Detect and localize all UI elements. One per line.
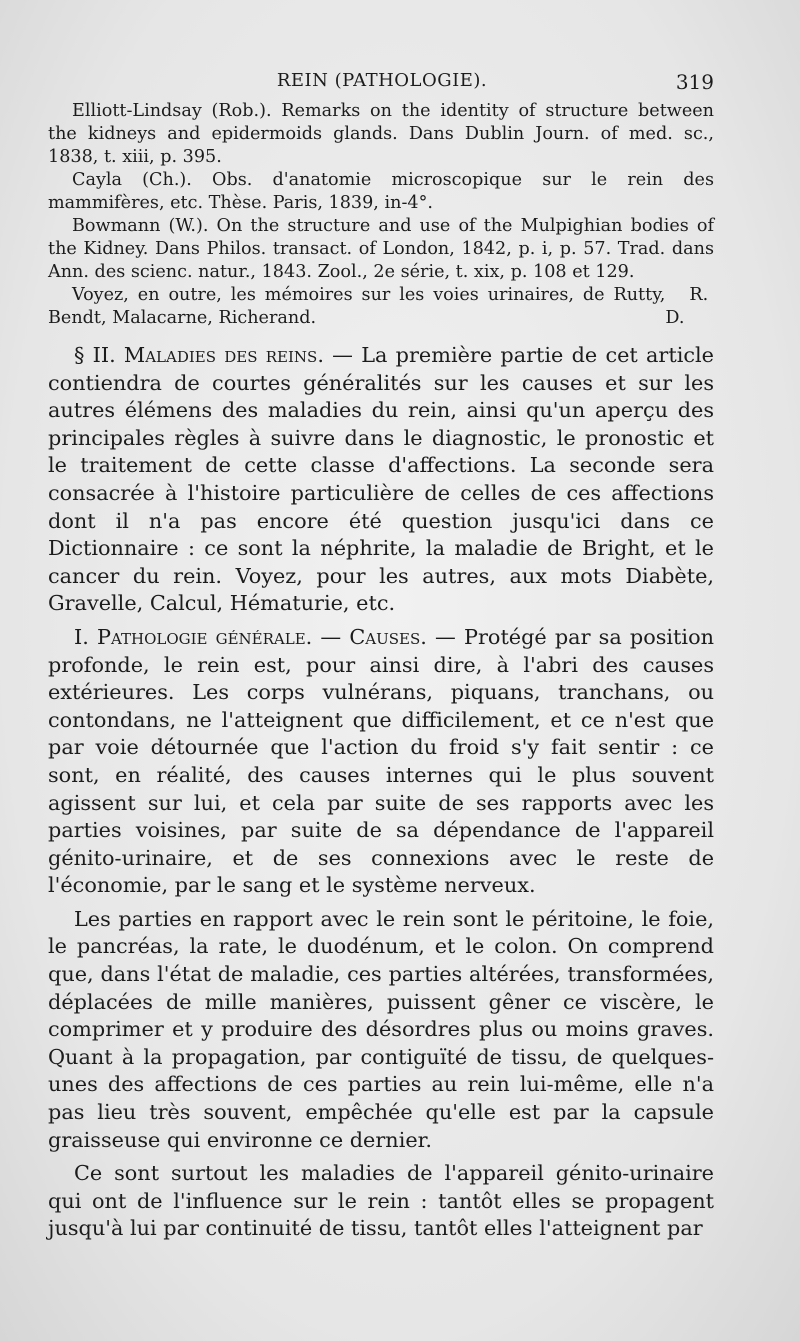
paragraph-text: Protégé par sa position profonde, le rein est, pour ainsi dire, à l'abri des causes extérieures. Les corps vulnérans, piquans, tranchans, ou contondans, ne l'atteignent que difficilement, et ce n'est que par voie détournée que l'action du froid s'y fait sentir : ce sont, en réalité, des causes internes qui le plus souvent agissent sur lui, et cela par suite de ses rapports avec les parties voisines, par suite de sa dépendance de l'appareil génito-urinaire, et de ses connexions avec le reste de l'économie, par le sang et le système nerveux. (48, 624, 714, 898)
bibliography-entry: Voyez, en outre, les mémoires sur les voies urinaires, de Rutty, Bendt, Malacarne, Richerand. (48, 285, 666, 328)
author-signature: R. D. (665, 285, 709, 328)
paragraph: Ce sont surtout les maladies de l'appareil génito-urinaire qui ont de l'influence sur le rein : tantôt elles se propagent jusqu'à lui par continuité de tissu, tantôt elles l'atteignent par (48, 1161, 714, 1241)
subsection-paragraph (48, 624, 714, 900)
bibliography-entry: Bowmann (W.). On the structure and use of the Mulpighian bodies of the Kidney. Dans Philos. transact. of London, 1842, p. i, p. 57. Trad. dans Ann. des scienc. natur., 1843. Zool., 2e série, t. xix, p. 108 et 129. (48, 216, 714, 282)
running-title: REIN (PATHOLOGIE). (276, 70, 488, 91)
page-header (50, 70, 714, 100)
section-paragraph (48, 342, 714, 618)
bibliography-entry: Cayla (Ch.). Obs. d'anatomie microscopique sur le rein des mammifères, etc. Thèse. Paris, 1839, in-4°. (48, 170, 714, 213)
bibliography-entry: Elliott-Lindsay (Rob.). Remarks on the identity of structure between the kidneys and epidermoids glands. Dans Dublin Journ. of med. sc., 1838, t. xiii, p. 395. (48, 101, 714, 167)
subsection-heading: I. Pathologie générale. — Causes. — (74, 624, 456, 649)
page-number: 319 (675, 70, 714, 94)
article-body (48, 342, 714, 1249)
bibliography-closing (48, 284, 714, 330)
section-intro: La première partie de cet article contiendra de courtes généralités sur les causes et sur les autres élémens des maladies du rein, ainsi qu'un aperçu des principales règles à suivre dans le diagnostic, le pronostic et le traitement de cette classe d'affections. La seconde sera consacrée à l'histoire particulière de celles de ces affections dont il n'a pas encore été question jusqu'ici dans ce Dictionnaire : ce sont la néphrite, la maladie de Bright, et le cancer du rein. Voyez, pour les autres, aux mots Diabète, Gravelle, Calcul, Hématurie, etc. (48, 343, 714, 616)
section-heading: § II. Maladies des reins. — (74, 343, 353, 367)
bibliography (48, 100, 714, 330)
paragraph: Les parties en rapport avec le rein sont le péritoine, le foie, le pancréas, la rate, le duodénum, et le colon. On comprend que, dans l'état de maladie, ces parties altérées, transformées, déplacées de mille manières, puissent gêner ce viscère, le comprimer et y produire des désordres plus ou moins graves. Quant à la propagation, par contiguïté de tissu, de quelques-unes des affections de ces parties au rein lui-même, elle n'a pas lieu très souvent, empêchée qu'elle est par la capsule graisseuse qui environne ce dernier. (48, 906, 714, 1152)
